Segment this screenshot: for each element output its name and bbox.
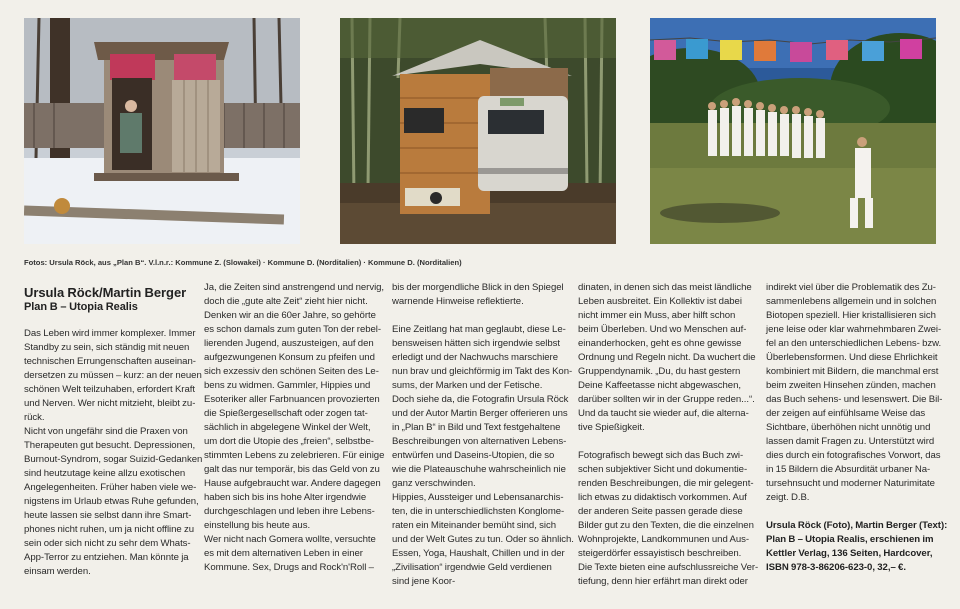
text-line: jene leise oder klar wahrnehmbaren Zwei- — [766, 324, 942, 335]
text-line: fel an den unterschiedlichen Lebens- bzw. — [766, 338, 942, 349]
text-line: zeigt. D.B. — [766, 492, 810, 503]
text-line: „Zivilisation“ irgendwie Geld verdienen — [392, 562, 552, 573]
text-line: nicht immer ein Muss, aber hilft schon — [578, 310, 736, 321]
text-line: sein oder sich nicht zu sehr dem Whats- — [24, 538, 191, 549]
text-line: Die Texte bieten eine aufschlussreiche Ver- — [578, 562, 759, 573]
text-line: Sichtbare, überhöhen nicht unnötig und — [766, 422, 931, 433]
text-line: Esoteriker aller Farbnuancen provozierten — [204, 394, 380, 405]
text-line — [392, 309, 562, 323]
text-line: App-Terror zu entziehen. Man könnte ja — [24, 552, 189, 563]
text-line: darüber sollten wir in der Gruppe reden...“. — [578, 394, 755, 405]
outhouse-image — [24, 18, 300, 244]
text-line: erledigt und der Nachwuchs marschiere — [392, 352, 558, 363]
text-line: wie die Plateauschuhe wahrscheinlich nie — [392, 464, 566, 475]
text-line: Hause aufgebraucht war. Andere dagegen — [204, 478, 381, 489]
text-line: stimmten Lebens zu zelebrieren. Für einige — [204, 450, 385, 461]
group-image — [650, 18, 936, 244]
text-line: galt das nur temporär, bis das Geld von zu — [204, 464, 380, 475]
text-line: Ursula Röck (Foto), Martin Berger (Text): — [766, 520, 948, 531]
text-line: es mit dem alternativen Leben in einer — [204, 548, 363, 559]
text-line: ganz verschwinden. — [392, 478, 476, 489]
text-line: kombiniert mit Bildern, die manchmal erst — [766, 366, 939, 377]
text-line: Wer nicht nach Gomera wollte, versuchte — [204, 534, 376, 545]
text-line: bensweisen hätten sich irgendwie selbst — [392, 338, 561, 349]
photo-outhouse-snow — [24, 18, 300, 244]
text-line: indirekt viel über die Problematik des Zu- — [766, 282, 936, 293]
text-line: Leben ausbreitet. Ein Kollektiv ist dabei — [578, 296, 742, 307]
text-line: sind heutzutage keine allzu exotischen — [24, 468, 186, 479]
text-line: in 15 Bildern die Absurdität urbaner Na- — [766, 464, 931, 475]
text-line: Hippies, Aussteiger und Lebensanarchis- — [392, 492, 564, 503]
text-line: Bilder gut zu den Texten, die die einzelnen — [578, 520, 754, 531]
text-line: bis der morgendliche Blick in den Spiegel — [392, 282, 564, 293]
article-subhead: Plan B – Utopia Realis — [24, 301, 138, 313]
text-line: schönen Welt teilzuhaben, erfordert Kraft — [24, 384, 195, 395]
text-line: Beschreibungen von alternativen Lebens- — [392, 436, 567, 447]
text-line: beim zweiten Hinsehen zünden, machen — [766, 380, 936, 391]
text-line: Angelegenheiten. Früher haben viele we- — [24, 482, 197, 493]
text-line: um dort die Utopie des „freien“, selbstbe- — [204, 436, 374, 447]
text-line: Burnout-Syndrom, sogar Suizid-Gedanken — [24, 454, 203, 465]
text-line: der zeigen auf einfühlsame Weise das — [766, 408, 926, 419]
text-line: in „Plan B“ in Bild und Text festgehaltene — [392, 422, 561, 433]
caravan-image — [340, 18, 616, 244]
text-line: Fotografisch bewegt sich das Buch zwi- — [578, 450, 744, 461]
text-line: doch die „gute alte Zeit“ zieht hier nicht. — [204, 296, 368, 307]
text-line: phones nicht ruhen, um ja nicht offline zu — [24, 524, 195, 535]
text-line: sums, der Marken und der Fetische. — [392, 380, 543, 391]
text-line: bens zu widmen. Gammler, Hippies und — [204, 380, 371, 391]
text-line: und der Autor Martin Berger offerieren uns — [392, 408, 568, 419]
text-line: Therapeuten gut besucht. Depressionen, — [24, 440, 196, 451]
text-line: Eine Zeitlang hat man geglaubt, diese Le- — [392, 324, 566, 335]
text-line: warnende Hinweise reflektierte. — [392, 296, 524, 307]
text-line: die Spießergesellschaft oder zogen tat- — [204, 408, 368, 419]
text-line: einstellung bis heute aus. — [204, 520, 311, 531]
text-line — [578, 435, 751, 449]
article-column-2 — [204, 281, 385, 575]
text-line: lassen damit Fragen zu. Unterstützt wird — [766, 436, 935, 447]
text-line: Kettler Verlag, 136 Seiten, Hardcover, — [766, 548, 933, 559]
text-line: schen subjektiver Sicht und dokumentie- — [578, 464, 748, 475]
text-line: sammenlebens allgemein und in solchen — [766, 296, 937, 307]
text-line: Essen, Yoga, Haushalt, Chillen und in der — [392, 548, 565, 559]
photo-caption: Fotos: Ursula Röck, aus „Plan B“. V.l.n.r.: Kommune Z. (Slowakei) · Kommune D. (Norditalien) · Kommune D. (Norditalien) — [24, 258, 462, 267]
text-line: Ja, die Zeiten sind anstrengend und nervig, — [204, 282, 385, 293]
text-line: dinaten, in denen sich das meist ländliche — [578, 282, 752, 293]
text-line: dersetzen zu müssen – kurz: an der neuen — [24, 370, 202, 381]
text-line: rück. — [24, 412, 45, 423]
text-line: ISBN 978-3-86206-623-0, 32,– €. — [766, 562, 906, 573]
photo-caravan-hut — [340, 18, 616, 244]
text-line: Kommune. Sex, Drugs and Rock'n'Roll – — [204, 562, 374, 573]
text-line: Denken wir an die 60er Jahre, so gehörte — [204, 310, 376, 321]
text-line: das Buch sehens- und lesenswert. Die Bil- — [766, 394, 943, 405]
photo-group-flags — [650, 18, 936, 244]
article-column-1 — [24, 285, 203, 579]
text-line: lich etwas zu didaktisch vorkommen. Auf — [578, 492, 747, 503]
text-line: Das Leben wird immer komplexer. Immer — [24, 328, 196, 339]
text-line: ten, die in unterschiedlichsten Konglome- — [392, 506, 565, 517]
text-line: nigstens im Urlaub etwas Ruhe gefunden, — [24, 496, 199, 507]
text-line: und der Welt Gutes zu tun. Oder so ähnlich. — [392, 534, 574, 545]
text-line: tiefung, denn hier erfährt man direkt oder — [578, 576, 748, 587]
article-column-4 — [578, 281, 759, 589]
text-line: Deine Kaffeetasse nicht abgewaschen, — [578, 380, 741, 391]
text-line: Ordnung und Regeln nicht. Da wuchert die — [578, 352, 756, 363]
text-line: technischen Errungenschaften auseinan- — [24, 356, 196, 367]
text-line: Standby zu sein, sich ständig mit neuen — [24, 342, 190, 353]
text-line: sind jene Koor- — [392, 576, 456, 587]
text-line: einanderhocken, geht es ohne gewisse — [578, 338, 742, 349]
text-line: sächlich in abgelegene Winkel der Welt, — [204, 422, 371, 433]
article-headline: Ursula Röck/Martin Berger — [24, 285, 187, 300]
text-line: dies durch ein fotografisches Vorwort, das — [766, 450, 941, 461]
text-line: tursehnsucht und moderner Naturimitate — [766, 478, 935, 489]
text-line: raten ein Miteinander bemüht sind, sich — [392, 520, 557, 531]
text-line: Doch siehe da, die Fotografin Ursula Röck — [392, 394, 569, 405]
text-line: aufgezwungenen Konsum zu pfeifen und — [204, 352, 375, 363]
text-line: heute lassen sie selbst dann ihre Smart- — [24, 510, 192, 521]
text-line: es schon damals zum guten Ton der rebel- — [204, 324, 382, 335]
text-line: Nicht von ungefähr sind die Praxen von — [24, 426, 188, 437]
text-line: der anderen Seite passen gerade diese — [578, 506, 743, 517]
text-line: entwürfen und Daseins-Utopien, die so — [392, 450, 555, 461]
book-credits — [766, 519, 948, 575]
text-line: tive Spießigkeit. — [578, 422, 645, 433]
text-line: renden Beschreibungen, die mir gelegent- — [578, 478, 754, 489]
text-line: Biotopen speziell. Hier kristallisieren sich — [766, 310, 936, 321]
text-line: Und da taucht sie wieder auf, die alterna- — [578, 408, 749, 419]
text-line: nun brav und gleichförmig im Takt des Kon- — [392, 366, 573, 377]
article-column-5 — [766, 281, 948, 575]
text-line: durchgeschlagen und leben ihre Lebens- — [204, 506, 375, 517]
text-line: haben sich bis ins hohe Alter irgendwie — [204, 492, 367, 503]
text-line: Gruppendynamik. „Du, du hast gestern — [578, 366, 741, 377]
text-line: sich exzessiv den schönen Seiten des Le- — [204, 366, 379, 377]
text-line: und Nerven. Wer nicht mitzieht, bleibt zu- — [24, 398, 196, 409]
text-line: Überlebensformen. Und diese Ehrlichkeit — [766, 352, 938, 363]
text-line: lierenden Jugend, auszusteigen, auf den — [204, 338, 374, 349]
text-line: Plan B – Utopia Realis, erschienen im — [766, 534, 934, 545]
text-line: steigerdörfer essayistisch beschreiben. — [578, 548, 742, 559]
article-column-3 — [392, 281, 574, 589]
text-line: beim Überleben. Und wo Menschen auf- — [578, 324, 747, 335]
text-line: einsam werden. — [24, 566, 91, 577]
text-line: Wohnprojekte, Landkommunen und Aus- — [578, 534, 750, 545]
